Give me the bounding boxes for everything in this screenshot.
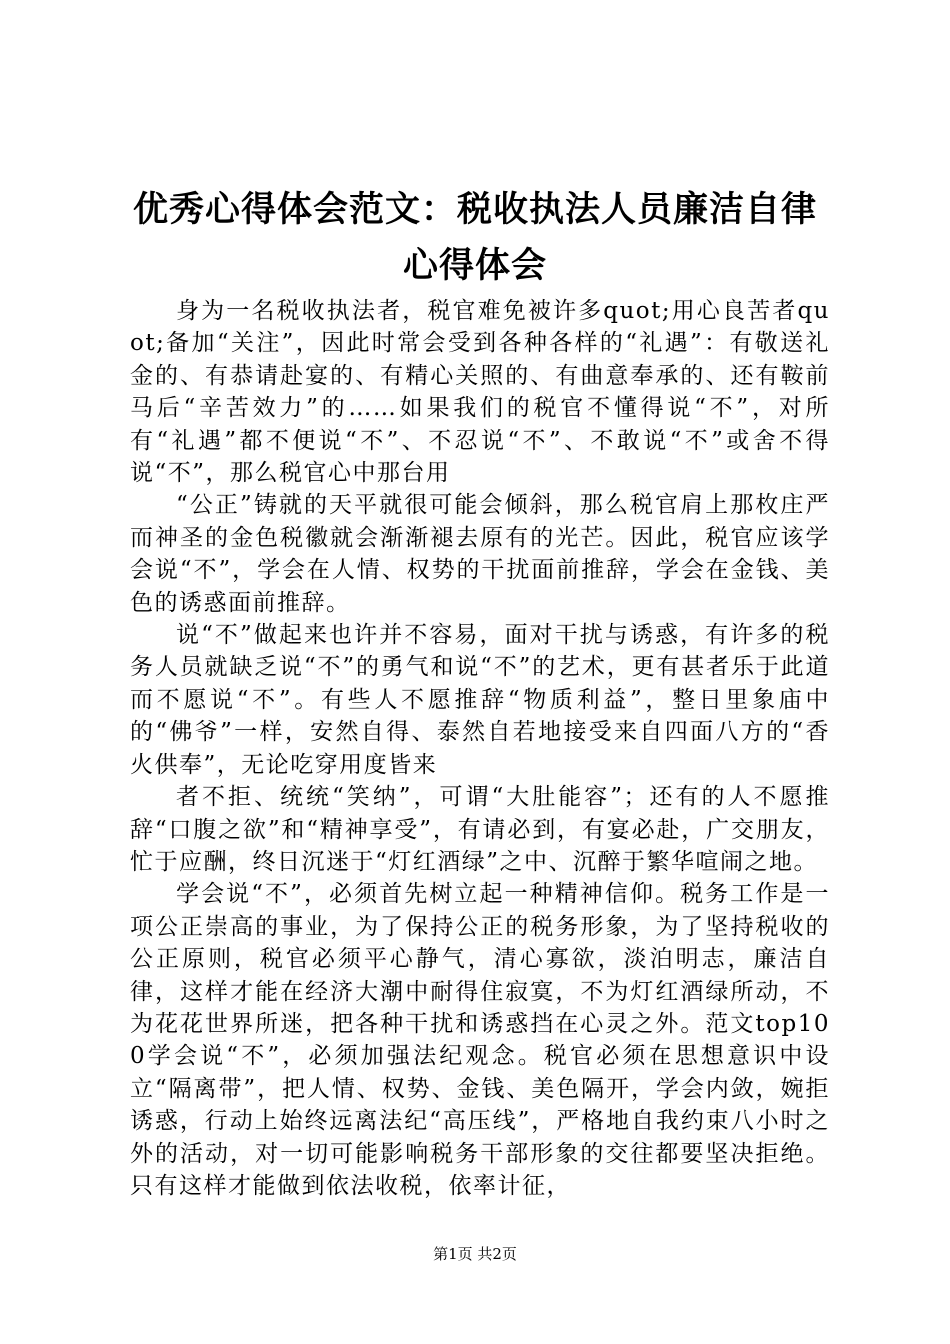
paragraph-2: “公正”铸就的天平就很可能会倾斜，那么税官肩上那枚庄严而神圣的金色税徽就会渐渐褪去原有的光芒。因此，税官应该学会说“不”，学会在人情、权势的干扰面前推辞，学会在金钱、美色的诱惑面前推辞。 [130,492,830,616]
page-title: 优秀心得体会范文：税收执法人员廉洁自律心得体会 [132,189,817,286]
paragraph-1: 身为一名税收执法者，税官难免被许多quot;用心良苦者quot;备加“关注”，因此时常会受到各种各样的“礼遇”：有敬送礼金的、有恭请赴宴的、有精心关照的、有曲意奉承的、还有鞍前马后“辛苦效力”的……如果我们的税官不懂得说“不”，对所有“礼遇”都不便说“不”、不忍说“不”、不敢说“不”或舍不得说“不”，那么税官心中那台用 [130,298,830,487]
paragraph-3: 说“不”做起来也许并不容易，面对干扰与诱惑，有许多的税务人员就缺乏说“不”的勇气和说“不”的艺术，更有甚者乐于此道而不愿说“不”。有些人不愿推辞“物质利益”，整日里象庙中的“佛爷”一样，安然自得、泰然自若地接受来自四面八方的“香火供奉”，无论吃穿用度皆来 [130,622,830,778]
page-footer: 第1页 共2页 [433,1245,517,1263]
paragraph-4: 者不拒、统统“笑纳”，可谓“大肚能容”；还有的人不愿推辞“口腹之欲”和“精神享受”，有请必到，有宴必赴，广交朋友，忙于应酬，终日沉迷于“灯红酒绿”之中、沉醉于繁华喧闹之地。 [130,784,830,875]
paragraph-5: 学会说“不”，必须首先树立起一种精神信仰。税务工作是一项公正崇高的事业，为了保持公正的税务形象，为了坚持税收的公正原则，税官必须平心静气，清心寡欲，淡泊明志，廉洁自律，这样才能在经济大潮中耐得住寂寞，不为灯红酒绿所动，不为花花世界所迷，把各种干扰和诱惑挡在心灵之外。范文top100学会说“不”，必须加强法纪观念。税官必须在思想意识中设立“隔离带”，把人情、权势、金钱、美色隔开，学会内敛，婉拒诱惑，行动上始终远离法纪“高压线”，严格地自我约束八小时之外的活动，对一切可能影响税务干部形象的交往都要坚决拒绝。只有这样才能做到依法收税，依率计征， [130,881,830,1199]
article-body [130,295,830,1202]
